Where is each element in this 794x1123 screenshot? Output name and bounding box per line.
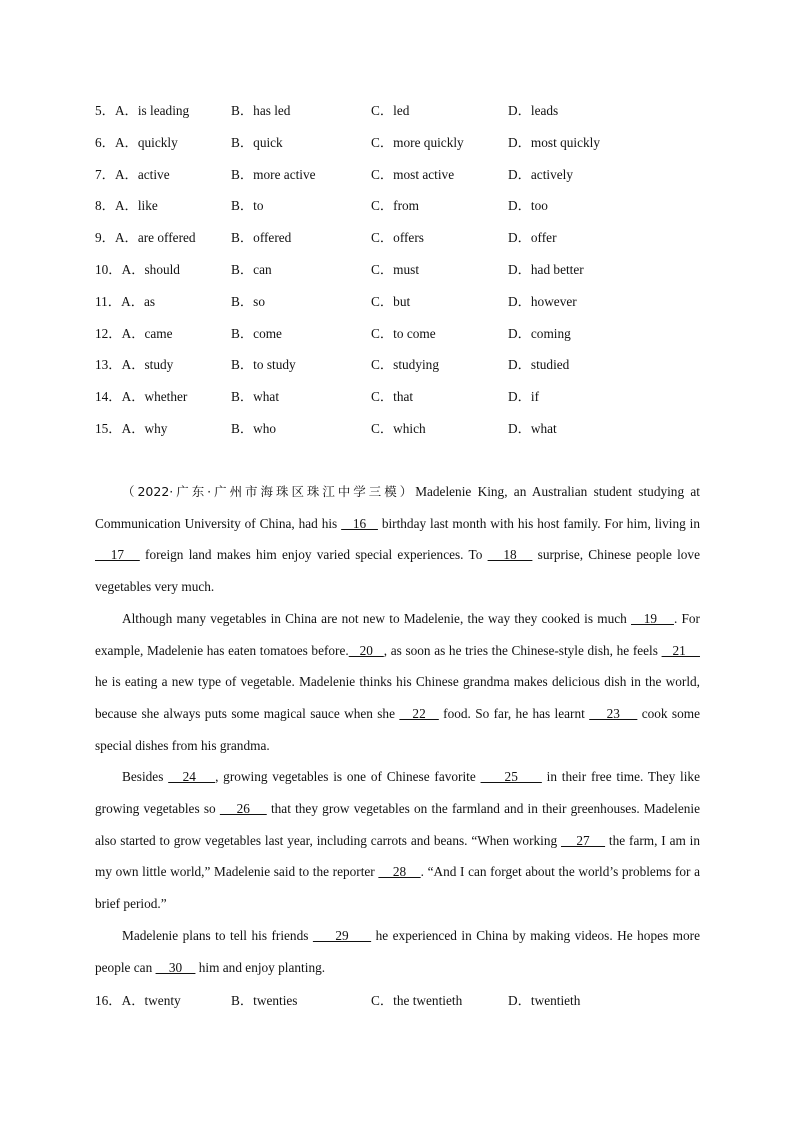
option-d: D．what — [508, 421, 557, 436]
option-a: 5．A．is leading — [95, 103, 190, 118]
blank-16: 16 — [341, 515, 378, 531]
option-a: 15．A．why — [95, 421, 168, 436]
question-row-10 — [95, 260, 700, 280]
option-c: C．to come — [371, 325, 436, 341]
option-d: D．twentieth — [508, 993, 581, 1008]
option-a: 14．A．whether — [95, 389, 188, 405]
passage-paragraph-2: Although many vegetables in China are not new to Madelenie, the way they cooked is much 19 . For example, Madelenie has eaten tomatoes before. 20 , as soon as he tries the Chinese-style dish, he feels 21 he is eating a new type of vegetable. Madelenie thinks his Chinese grandma makes delicious dish in the world, because she always puts some magical sauce when she 22 food. So far, he has learnt 23 cook some special dishes from his grandma. — [95, 610, 700, 753]
option-c: C．must — [371, 262, 420, 277]
option-a: 11．A．as — [95, 293, 156, 309]
option-c: C．which — [371, 421, 426, 436]
option-d: D．too — [508, 198, 548, 214]
question-row-5 — [95, 101, 700, 121]
option-a: 12．A．came — [95, 325, 173, 341]
option-c: C．led — [371, 103, 410, 118]
option-c: C．but — [371, 293, 411, 309]
option-d: D．actively — [508, 166, 573, 182]
passage-paragraph-4: Madelenie plans to tell his friends 29 he experienced in China by making videos. He hopes more people can 30 him and enjoy planting. — [95, 927, 700, 975]
option-a: 8．A．like — [95, 198, 158, 214]
option-b: B．more active — [231, 166, 316, 182]
passage-paragraph-1: （2022·广东·广州市海珠区珠江中学三模）Madelenie King, an Australian student studying at Communication University of China, had his 16 birthday last month with his host family. For him, living in 17 foreign land makes him enjoy varied special experiences. To 18 surprise, Chinese people love vegetables very much. — [95, 484, 700, 595]
option-d: D．leads — [508, 103, 559, 118]
blank-28: 28 — [378, 864, 421, 880]
option-b: B．offered — [231, 230, 292, 246]
blank-24: 24 — [168, 769, 216, 785]
option-b: B．twenties — [231, 993, 298, 1008]
option-b: B．so — [231, 293, 265, 309]
option-a: 13．A．study — [95, 357, 174, 373]
option-c: C．that — [371, 389, 414, 405]
option-a: 10．A．should — [95, 262, 180, 277]
option-b: B．to study — [231, 357, 296, 373]
blank-19: 19 — [631, 610, 674, 626]
question-row-6 — [95, 133, 700, 153]
source-citation: （2022·广东·广州市海珠区珠江中学三模） — [122, 484, 416, 499]
option-d: D．coming — [508, 325, 571, 341]
blank-18: 18 — [487, 547, 533, 563]
option-c: C．most active — [371, 166, 455, 182]
option-a: 6．A．quickly — [95, 134, 178, 150]
option-b: B．quick — [231, 134, 283, 150]
blank-21: 21 — [661, 642, 700, 658]
blank-25: 25 — [480, 769, 542, 785]
option-b: B．has led — [231, 103, 291, 118]
question-row-16 — [95, 991, 700, 1011]
cloze-passage — [95, 476, 700, 983]
blank-23: 23 — [589, 705, 638, 721]
option-b: B．who — [231, 421, 277, 436]
blank-17: 17 — [95, 547, 140, 563]
question-row-15 — [95, 419, 700, 439]
question-row-11 — [95, 292, 700, 312]
question-row-13 — [95, 355, 700, 375]
blank-20: 20 — [348, 642, 384, 658]
option-b: B．come — [231, 325, 282, 341]
option-d: D．if — [508, 389, 540, 405]
blank-26: 26 — [219, 801, 267, 817]
question-row-14 — [95, 387, 700, 407]
option-c: C．studying — [371, 357, 439, 373]
option-d: D．most quickly — [508, 134, 600, 150]
blank-22: 22 — [399, 705, 439, 721]
option-b: B．what — [231, 389, 280, 405]
option-d: D．studied — [508, 357, 570, 373]
option-d: D．had better — [508, 262, 584, 277]
option-c: C．from — [371, 198, 420, 214]
option-b: B．to — [231, 198, 264, 214]
option-c: C．more quickly — [371, 134, 464, 150]
question-row-12 — [95, 324, 700, 344]
question-row-8 — [95, 196, 700, 216]
option-c: C．offers — [371, 230, 424, 246]
passage-paragraph-3: Besides 24 , growing vegetables is one of Chinese favorite 25 in their free time. They like growing vegetables so 26 that they grow vegetables on the farmland and in their greenhouses. Madelenie also started to grow vegetables last year, including carrots and beans. “When working 27 the farm, I am in my own little world,” Madelenie said to the reporter 28 . “And I can forget about the world’s problems for a brief period.” — [95, 769, 701, 912]
option-b: B．can — [231, 262, 272, 277]
option-a: 9．A．are offered — [95, 230, 196, 246]
option-a: 7．A．active — [95, 166, 170, 182]
option-c: C．the twentieth — [371, 993, 463, 1008]
option-a: 16．A．twenty — [95, 993, 181, 1008]
question-row-9 — [95, 228, 700, 248]
blank-30: 30 — [155, 959, 196, 975]
option-d: D．however — [508, 293, 577, 309]
blank-27: 27 — [560, 832, 606, 848]
option-d: D．offer — [508, 230, 557, 246]
blank-29: 29 — [312, 927, 372, 943]
question-row-7 — [95, 165, 700, 185]
